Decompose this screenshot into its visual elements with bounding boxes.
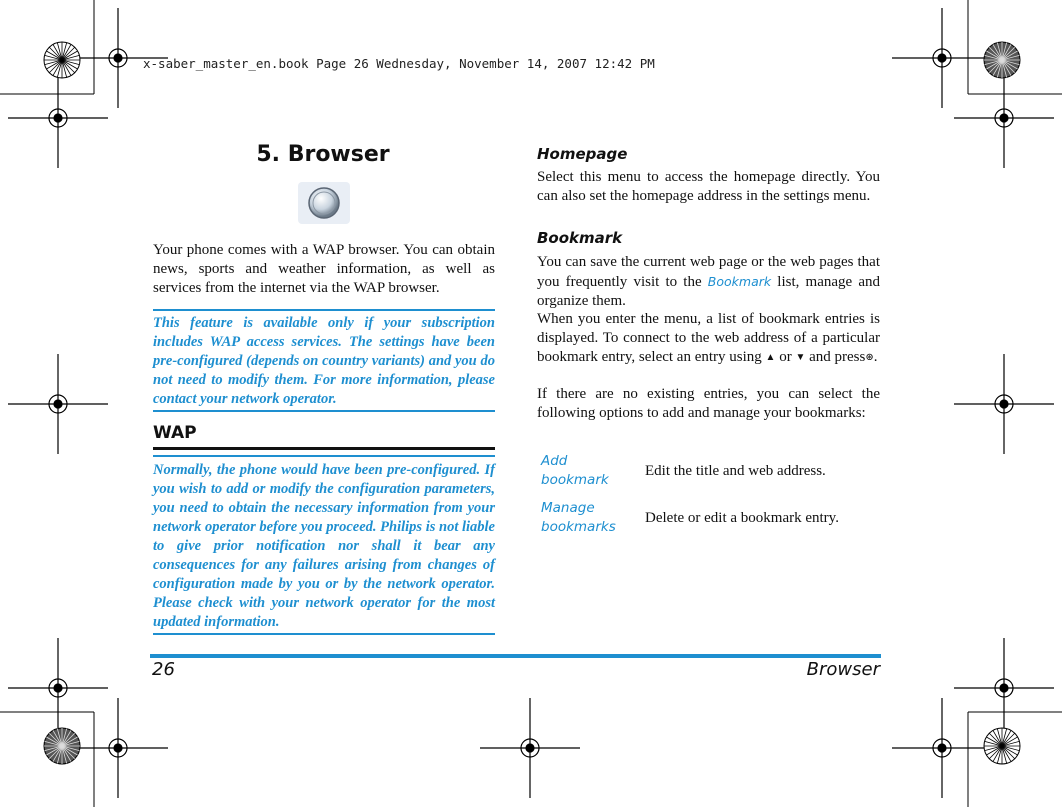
registration-dot	[1000, 400, 1008, 408]
bookmark-text-post: list, manage and organize them.	[537, 274, 881, 309]
note-top-rule	[153, 309, 495, 311]
registration-target	[933, 49, 951, 67]
registration-target	[995, 395, 1013, 413]
registration-target	[49, 109, 67, 127]
add-bookmark-label[interactable]	[537, 452, 645, 490]
print-header: x-saber_master_en.book Page 26 Wednesday, November 14, 2007 12:42 PM	[143, 56, 655, 71]
registration-dot	[938, 54, 946, 62]
wap-note-top-rule	[153, 455, 495, 457]
bookmark-heading: Bookmark	[537, 229, 623, 247]
starburst-mark	[44, 728, 80, 764]
manage-bookmarks-label-line2: bookmarks	[541, 519, 616, 535]
down-key-icon: ▼	[795, 352, 806, 364]
add-bookmark-description: Edit the title and web address.	[645, 462, 826, 479]
wap-note: Normally, the phone would have been pre-configured. If you wish to add or modify the configuration parameters, you need to obtain the necessary information from your network operator before you proceed. Philips is not liable to give prior notification nor shall it bear any consequences for any failures arising from changes of configuration made by you or by the network operator. Please check with your network operator for the most updated information.	[153, 462, 495, 630]
manage-bookmarks-label[interactable]	[537, 499, 645, 537]
chapter-title: 5. Browser	[256, 142, 390, 167]
registration-dot	[938, 744, 946, 752]
starburst-mark	[44, 42, 80, 78]
intro-paragraph: Your phone comes with a WAP browser. You can obtain news, sports and weather information, as well as services from the internet via the WAP browser.	[153, 242, 495, 296]
options-table	[537, 449, 880, 540]
bookmark-link[interactable]: Bookmark	[707, 274, 772, 289]
registration-target	[109, 739, 127, 757]
manage-bookmarks-description: Delete or edit a bookmark entry.	[645, 509, 839, 526]
registration-target	[995, 109, 1013, 127]
registration-dot	[54, 400, 62, 408]
manage-bookmarks-label-line1: Manage	[541, 500, 595, 516]
bookmark-paragraph	[537, 253, 880, 311]
registration-target	[109, 49, 127, 67]
registration-dot	[1000, 114, 1008, 122]
registration-target	[995, 679, 1013, 697]
homepage-heading: Homepage	[537, 145, 628, 163]
registration-target	[49, 679, 67, 697]
page-number: 26	[152, 659, 175, 680]
registration-dot	[114, 744, 122, 752]
wap-note-bottom-rule	[153, 633, 495, 635]
enter-menu-paragraph	[537, 310, 880, 367]
option-row-add	[537, 449, 880, 493]
and-press-text: and press	[809, 349, 866, 365]
starburst-mark	[984, 42, 1020, 78]
enter-menu-text: When you enter the menu, a list of bookmark entries is displayed. To connect to the web address of a particular bookmark entry, select an entry using	[537, 311, 880, 365]
registration-target	[933, 739, 951, 757]
subscription-note: This feature is available only if your subscription includes WAP access services. The settings have been pre-configured (depends on country variants) and you do not need to modify them. For more information, please contact your network operator.	[153, 315, 495, 407]
registration-dot	[1000, 684, 1008, 692]
note-bottom-rule	[153, 410, 495, 412]
bookmark-text-pre: You can save the current web page or the web pages that you frequently visit to the	[537, 254, 880, 290]
option-row-manage	[537, 496, 880, 540]
up-key-icon: ▲	[765, 352, 776, 364]
add-bookmark-label-line2: bookmark	[541, 472, 609, 488]
period: .	[873, 349, 878, 365]
wap-heading: WAP	[153, 423, 197, 443]
no-entries-paragraph: If there are no existing entries, you can select the following options to add and manage your bookmarks:	[537, 386, 880, 421]
ok-key-icon: ⊛	[865, 352, 874, 364]
add-bookmark-label-line1: Add	[541, 453, 568, 469]
wap-heading-rule	[153, 447, 495, 450]
starburst-mark	[984, 728, 1020, 764]
registration-dot	[526, 744, 534, 752]
homepage-paragraph: Select this menu to access the homepage directly. You can also set the homepage address in the settings menu.	[537, 169, 880, 204]
registration-target	[521, 739, 539, 757]
or-word: or	[779, 349, 792, 365]
registration-target	[49, 395, 67, 413]
registration-dot	[54, 684, 62, 692]
footer-rule	[150, 654, 881, 658]
registration-dot	[114, 54, 122, 62]
browser-globe-icon	[298, 182, 350, 224]
footer-section-name: Browser	[806, 659, 880, 680]
registration-dot	[54, 114, 62, 122]
